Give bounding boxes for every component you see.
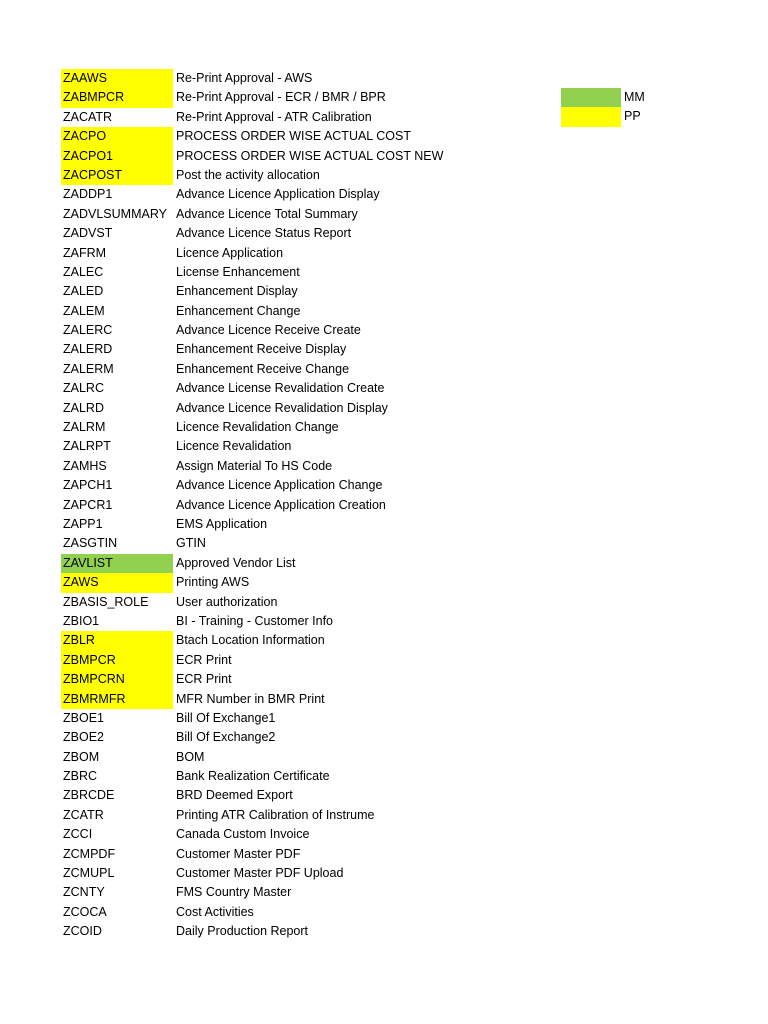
table-row — [61, 185, 541, 204]
transaction-code-cell: ZBOE1 — [63, 710, 104, 725]
description-cell: Enhancement Display — [176, 284, 298, 299]
transaction-code-cell: ZCCI — [63, 827, 93, 842]
description-cell: Btach Location Information — [176, 633, 325, 648]
legend-item — [561, 88, 645, 107]
transaction-code-cell: ZBIO1 — [63, 613, 100, 628]
description-cell: Cost Activities — [176, 904, 254, 919]
description-cell: Bill Of Exchange1 — [176, 710, 276, 725]
table-row — [61, 651, 541, 670]
table-row — [61, 263, 541, 282]
table-row — [61, 593, 541, 612]
table-row — [61, 670, 541, 689]
table-row — [61, 709, 541, 728]
transaction-code-cell: ZACATR — [63, 109, 113, 124]
table-row — [61, 360, 541, 379]
transaction-code-cell: ZADVLSUMMARY — [63, 206, 167, 221]
table-row — [61, 476, 541, 495]
description-cell: License Enhancement — [176, 264, 300, 279]
description-cell: Customer Master PDF Upload — [176, 866, 344, 881]
transaction-code-cell: ZAFRM — [63, 245, 107, 260]
legend-label: PP — [624, 109, 641, 124]
table-row — [61, 573, 541, 592]
transaction-code-cell: ZBRCDE — [63, 788, 115, 803]
description-cell: BI - Training - Customer Info — [176, 613, 334, 628]
transaction-code-cell: ZAPP1 — [63, 516, 103, 531]
description-cell: Advance Licence Status Report — [176, 226, 352, 241]
transaction-code-cell: ZALRC — [63, 381, 104, 396]
table-row — [61, 340, 541, 359]
table-row — [61, 612, 541, 631]
description-cell: FMS Country Master — [176, 885, 292, 900]
transaction-code-cell: ZCATR — [63, 807, 104, 822]
table-row — [61, 728, 541, 747]
description-cell: EMS Application — [176, 516, 268, 531]
table-row — [61, 88, 541, 107]
transaction-code-cell: ZBMRMFR — [61, 690, 173, 709]
transaction-code-cell: ZAAWS — [61, 69, 173, 88]
description-cell: Daily Production Report — [176, 924, 309, 939]
description-cell: Bill Of Exchange2 — [176, 730, 276, 745]
transaction-code-cell: ZASGTIN — [63, 536, 118, 551]
transaction-code-cell: ZBMPCR — [61, 651, 173, 670]
table-row — [61, 864, 541, 883]
description-cell: MFR Number in BMR Print — [176, 691, 325, 706]
table-row — [61, 806, 541, 825]
description-cell: GTIN — [176, 536, 206, 551]
transaction-code-cell: ZBRC — [63, 769, 98, 784]
transaction-code-cell: ZALERD — [63, 342, 113, 357]
table-row — [61, 321, 541, 340]
transaction-code-cell: ZBOE2 — [63, 730, 104, 745]
description-cell: Printing ATR Calibration of Instrume — [176, 807, 375, 822]
description-cell: Advance Licence Receive Create — [176, 323, 361, 338]
table-row — [61, 922, 541, 941]
transaction-code-cell: ZALRM — [63, 420, 106, 435]
description-cell: Assign Material To HS Code — [176, 458, 333, 473]
transaction-code-cell: ZALEM — [63, 303, 105, 318]
transaction-code-table — [61, 69, 541, 942]
table-row — [61, 418, 541, 437]
transaction-code-cell: ZALED — [63, 284, 104, 299]
transaction-code-cell: ZALRD — [63, 400, 104, 415]
legend-item — [561, 107, 645, 126]
transaction-code-cell: ZALERM — [63, 361, 114, 376]
description-cell: Advance License Revalidation Create — [176, 381, 385, 396]
table-row — [61, 224, 541, 243]
table-row — [61, 845, 541, 864]
description-cell: Advance Licence Revalidation Display — [176, 400, 388, 415]
description-cell: Customer Master PDF — [176, 846, 301, 861]
table-row — [61, 883, 541, 902]
description-cell: PROCESS ORDER WISE ACTUAL COST NEW — [176, 148, 444, 163]
table-row — [61, 748, 541, 767]
description-cell: Advance Licence Total Summary — [176, 206, 358, 221]
transaction-code-cell: ZACPO1 — [61, 147, 173, 166]
description-cell: Approved Vendor List — [176, 555, 296, 570]
table-row — [61, 554, 541, 573]
transaction-code-cell: ZBMPCRN — [61, 670, 173, 689]
table-row — [61, 690, 541, 709]
transaction-code-cell: ZABMPCR — [61, 88, 173, 107]
table-row — [61, 437, 541, 456]
transaction-code-cell: ZALEC — [63, 264, 104, 279]
description-cell: Printing AWS — [176, 575, 250, 590]
table-row — [61, 379, 541, 398]
table-row — [61, 631, 541, 650]
transaction-code-cell: ZCNTY — [63, 885, 105, 900]
table-row — [61, 496, 541, 515]
description-cell: Licence Revalidation — [176, 439, 292, 454]
transaction-code-cell: ZCOID — [63, 924, 102, 939]
transaction-code-cell: ZCMPDF — [63, 846, 116, 861]
table-row — [61, 786, 541, 805]
description-cell: Re-Print Approval - ECR / BMR / BPR — [176, 90, 386, 105]
description-cell: Licence Revalidation Change — [176, 420, 339, 435]
transaction-code-cell: ZAWS — [61, 573, 173, 592]
description-cell: Re-Print Approval - ATR Calibration — [176, 109, 372, 124]
description-cell: Post the activity allocation — [176, 167, 320, 182]
color-legend — [561, 88, 645, 127]
transaction-code-cell: ZBLR — [61, 631, 173, 650]
transaction-code-cell: ZADVST — [63, 226, 113, 241]
description-cell: Enhancement Receive Change — [176, 361, 350, 376]
transaction-code-cell: ZCMUPL — [63, 866, 115, 881]
table-row — [61, 302, 541, 321]
table-row — [61, 244, 541, 263]
transaction-code-cell: ZADDP1 — [63, 187, 113, 202]
description-cell: Enhancement Change — [176, 303, 301, 318]
description-cell: Advance Licence Application Creation — [176, 497, 386, 512]
description-cell: User authorization — [176, 594, 278, 609]
description-cell: Enhancement Receive Display — [176, 342, 347, 357]
table-row — [61, 147, 541, 166]
legend-swatch — [561, 107, 621, 126]
description-cell: Advance Licence Application Display — [176, 187, 380, 202]
description-cell: ECR Print — [176, 652, 232, 667]
transaction-code-cell: ZACPO — [61, 127, 173, 146]
transaction-code-cell: ZAPCR1 — [63, 497, 113, 512]
table-row — [61, 69, 541, 88]
description-cell: Bank Realization Certificate — [176, 769, 330, 784]
table-row — [61, 767, 541, 786]
table-row — [61, 399, 541, 418]
transaction-code-cell: ZALERC — [63, 323, 113, 338]
table-row — [61, 205, 541, 224]
transaction-code-cell: ZAPCH1 — [63, 478, 113, 493]
description-cell: BRD Deemed Export — [176, 788, 293, 803]
description-cell: BOM — [176, 749, 205, 764]
transaction-code-cell: ZBOM — [63, 749, 100, 764]
table-row — [61, 825, 541, 844]
transaction-code-cell: ZCOCA — [63, 904, 107, 919]
table-row — [61, 903, 541, 922]
description-cell: Canada Custom Invoice — [176, 827, 310, 842]
table-row — [61, 282, 541, 301]
transaction-code-cell: ZAVLIST — [61, 554, 173, 573]
description-cell: Advance Licence Application Change — [176, 478, 383, 493]
transaction-code-cell: ZAMHS — [63, 458, 107, 473]
transaction-code-cell: ZBASIS_ROLE — [63, 594, 149, 609]
description-cell: Licence Application — [176, 245, 284, 260]
table-row — [61, 457, 541, 476]
description-cell: Re-Print Approval - AWS — [176, 71, 313, 85]
legend-swatch — [561, 88, 621, 107]
table-row — [61, 127, 541, 146]
transaction-code-cell: ZALRPT — [63, 439, 111, 454]
table-row — [61, 166, 541, 185]
description-cell: PROCESS ORDER WISE ACTUAL COST — [176, 129, 411, 144]
description-cell: ECR Print — [176, 672, 232, 687]
table-row — [61, 108, 541, 127]
transaction-code-cell: ZACPOST — [61, 166, 173, 185]
legend-label: MM — [624, 90, 645, 104]
table-row — [61, 515, 541, 534]
table-row — [61, 534, 541, 553]
